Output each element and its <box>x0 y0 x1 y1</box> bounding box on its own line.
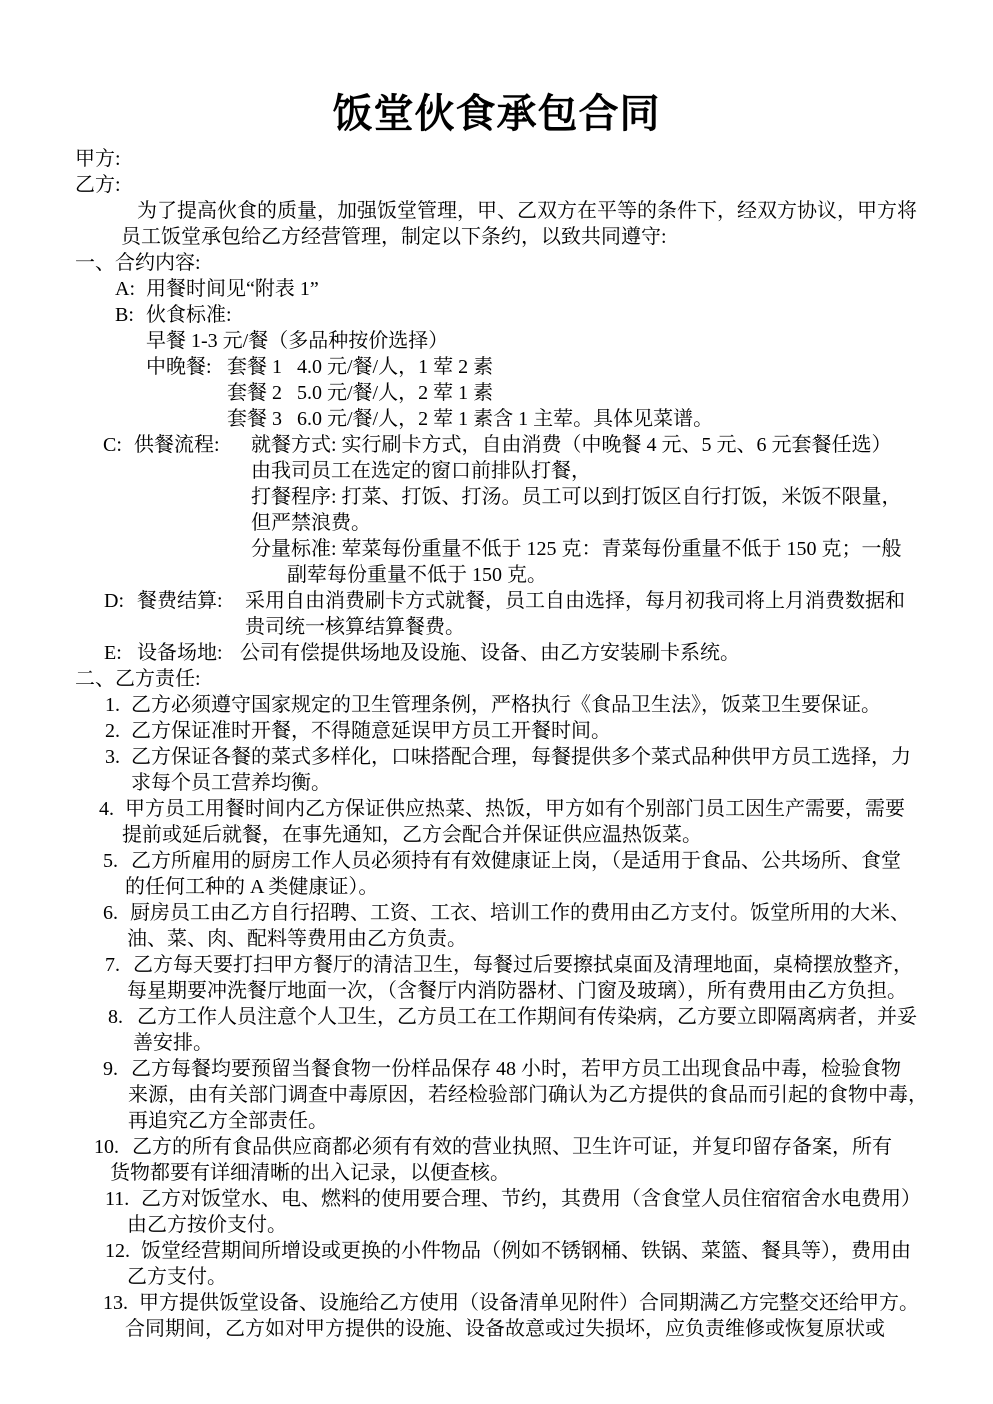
line-segment: 一、合约内容: <box>75 252 201 274</box>
line-segment: 提前或延后就餐，在事先通知，乙方会配合并保证供应温热饭菜。 <box>122 824 702 846</box>
document-line <box>0 250 993 276</box>
line-segment: 由乙方按价支付。 <box>127 1214 287 1236</box>
line-segment: 11. <box>105 1188 130 1210</box>
document-line <box>0 1212 993 1238</box>
line-segment: 分量标准: 荤菜每份重量不低于 125 克：青菜每份重量不低于 150 克；一般 <box>251 538 902 560</box>
document-line <box>0 874 993 900</box>
line-segment: 早餐 1-3 元/餐（多品种按价选择） <box>146 330 449 352</box>
line-segment: 油、菜、肉、配料等费用由乙方负责。 <box>127 928 467 950</box>
document-line <box>0 406 993 432</box>
line-segment: 乙方每天要打扫甲方餐厅的清洁卫生，每餐过后要擦拭桌面及清理地面，桌椅摆放整齐， <box>133 954 913 976</box>
document-line <box>0 302 993 328</box>
document-line <box>0 770 993 796</box>
document-line <box>0 978 993 1004</box>
line-segment: 供餐流程: <box>134 434 220 456</box>
document-line <box>0 146 993 172</box>
line-segment: 采用自由消费刷卡方式就餐，员工自由选择，每月初我司将上月消费数据和 <box>245 590 905 612</box>
line-segment: 打餐程序: 打菜、打饭、打汤。员工可以到打饭区自行打饭，米饭不限量， <box>251 486 902 508</box>
document-line <box>0 328 993 354</box>
line-segment: 的任何工种的 A 类健康证）。 <box>125 876 379 898</box>
line-segment: 乙方支付。 <box>127 1266 227 1288</box>
line-segment: 乙方每餐均要预留当餐食物一份样品保存 48 小时，若甲方员工出现食品中毒，检验食物 <box>131 1058 901 1080</box>
document-line <box>0 224 993 250</box>
document-line <box>0 1160 993 1186</box>
line-segment: 乙方保证准时开餐，不得随意延误甲方员工开餐时间。 <box>131 720 611 742</box>
document-line <box>0 1108 993 1134</box>
line-segment: 设备场地: <box>137 642 223 664</box>
document-line <box>0 822 993 848</box>
document-line <box>0 926 993 952</box>
document-line <box>0 432 993 458</box>
line-segment: 套餐 3 6.0 元/餐/人，2 荤 1 素含 1 主荤。具体见菜谱。 <box>227 408 714 430</box>
line-segment: 6. <box>103 902 118 924</box>
line-segment: 乙方保证各餐的菜式多样化，口味搭配合理，每餐提供多个菜式品种供甲方员工选择，力 <box>131 746 911 768</box>
document-line <box>0 458 993 484</box>
line-segment: D: <box>104 590 124 612</box>
line-segment: 饭堂经营期间所增设或更换的小件物品（例如不锈钢桶、铁锅、菜篮、餐具等），费用由 <box>141 1240 911 1262</box>
document-line <box>0 562 993 588</box>
document-line <box>0 1238 993 1264</box>
document-line <box>0 172 993 198</box>
document-line <box>0 952 993 978</box>
line-segment: 公司有偿提供场地及设施、设备、由乙方安装刷卡系统。 <box>240 642 740 664</box>
line-segment: 副荤每份重量不低于 150 克。 <box>287 564 547 586</box>
line-segment: 2. <box>105 720 120 742</box>
line-segment: 乙方工作人员注意个人卫生，乙方员工在工作期间有传染病，乙方要立即隔离病者，并妥 <box>137 1006 917 1028</box>
line-segment: 但严禁浪费。 <box>251 512 371 534</box>
document-title: 饭堂伙食承包合同 <box>332 91 661 136</box>
line-segment: 1. <box>105 694 120 716</box>
document-line <box>0 510 993 536</box>
line-segment: B: <box>115 304 134 326</box>
line-segment: E: <box>104 642 122 664</box>
line-segment: 8. <box>108 1006 123 1028</box>
document-line <box>0 484 993 510</box>
line-segment: 由我司员工在选定的窗口前排队打餐， <box>251 460 591 482</box>
document-line <box>0 614 993 640</box>
line-segment: 12. <box>105 1240 130 1262</box>
line-segment: 厨房员工由乙方自行招聘、工资、工衣、培训工作的费用由乙方支付。饭堂所用的大米、 <box>130 902 910 924</box>
line-segment: 乙方: <box>75 174 121 196</box>
document-line <box>0 1264 993 1290</box>
line-segment: 乙方必须遵守国家规定的卫生管理条例，严格执行《食品卫生法》，饭菜卫生要保证。 <box>131 694 881 716</box>
line-segment: 13. <box>103 1292 128 1314</box>
line-segment: 9. <box>103 1058 118 1080</box>
line-segment: 甲方: <box>75 148 121 170</box>
document-line <box>0 848 993 874</box>
line-segment: 7. <box>105 954 120 976</box>
line-segment: 10. <box>94 1136 119 1158</box>
line-segment: 套餐 2 5.0 元/餐/人，2 荤 1 素 <box>227 382 494 404</box>
line-segment: 乙方对饭堂水、电、燃料的使用要合理、节约，其费用（含食堂人员住宿宿舍水电费用） <box>141 1188 921 1210</box>
document-line <box>0 692 993 718</box>
document-line <box>0 1134 993 1160</box>
document-line <box>0 718 993 744</box>
line-segment: A: <box>115 278 135 300</box>
document-lines <box>0 146 993 1342</box>
document-line <box>0 198 993 224</box>
line-segment: 来源，由有关部门调查中毒原因，若经检验部门确认为乙方提供的食品而引起的食物中毒， <box>128 1084 928 1106</box>
document-line <box>0 1004 993 1030</box>
line-segment: 就餐方式: 实行刷卡方式，自由消费（中晚餐 4 元、5 元、6 元套餐任选） <box>251 434 892 456</box>
line-segment: 再追究乙方全部责任。 <box>128 1110 328 1132</box>
document-line <box>0 744 993 770</box>
document-line <box>0 900 993 926</box>
line-segment: 乙方所雇用的厨房工作人员必须持有有效健康证上岗，（是适用于食品、公共场所、食堂 <box>131 850 901 872</box>
document-line <box>0 354 993 380</box>
document-line <box>0 796 993 822</box>
line-segment: 甲方提供饭堂设备、设施给乙方使用（设备清单见附件）合同期满乙方完整交还给甲方。 <box>139 1292 919 1314</box>
line-segment: 乙方的所有食品供应商都必须有有效的营业执照、卫生许可证，并复印留存备案，所有 <box>132 1136 892 1158</box>
line-segment: 合同期间，乙方如对甲方提供的设施、设备故意或过失损坏，应负责维修或恢复原状或 <box>125 1318 885 1340</box>
document-line <box>0 640 993 666</box>
line-segment: 套餐 1 4.0 元/餐/人，1 荤 2 素 <box>227 356 494 378</box>
line-segment: 甲方员工用餐时间内乙方保证供应热菜、热饭，甲方如有个别部门员工因生产需要，需要 <box>125 798 905 820</box>
line-segment: 求每个员工营养均衡。 <box>131 772 331 794</box>
line-segment: 员工饭堂承包给乙方经营管理，制定以下条约，以致共同遵守: <box>121 226 667 248</box>
document-line <box>0 1186 993 1212</box>
line-segment: 5. <box>103 850 118 872</box>
line-segment: 二、乙方责任: <box>75 668 201 690</box>
document-line <box>0 1316 993 1342</box>
line-segment: 餐费结算: <box>137 590 223 612</box>
document-line <box>0 536 993 562</box>
document-line <box>0 588 993 614</box>
line-segment: 每星期要冲洗餐厅地面一次，（含餐厅内消防器材、门窗及玻璃），所有费用由乙方负担。 <box>127 980 907 1002</box>
document-line <box>0 1056 993 1082</box>
document-line <box>0 276 993 302</box>
document-line <box>0 666 993 692</box>
document-line <box>0 1030 993 1056</box>
line-segment: 善安排。 <box>133 1032 213 1054</box>
line-segment: 货物都要有详细清晰的出入记录，以便查核。 <box>110 1162 510 1184</box>
line-segment: C: <box>103 434 122 456</box>
document-line <box>0 380 993 406</box>
line-segment: 用餐时间见“附表 1” <box>146 278 319 300</box>
document-line <box>0 1082 993 1108</box>
line-segment: 贵司统一核算结算餐费。 <box>245 616 465 638</box>
line-segment: 中晚餐: <box>146 356 212 378</box>
line-segment: 为了提高伙食的质量，加强饭堂管理，甲、乙双方在平等的条件下，经双方协议，甲方将 <box>137 200 917 222</box>
line-segment: 3. <box>105 746 120 768</box>
line-segment: 伙食标准: <box>146 304 232 326</box>
line-segment: 4. <box>99 798 114 820</box>
document-line <box>0 1290 993 1316</box>
